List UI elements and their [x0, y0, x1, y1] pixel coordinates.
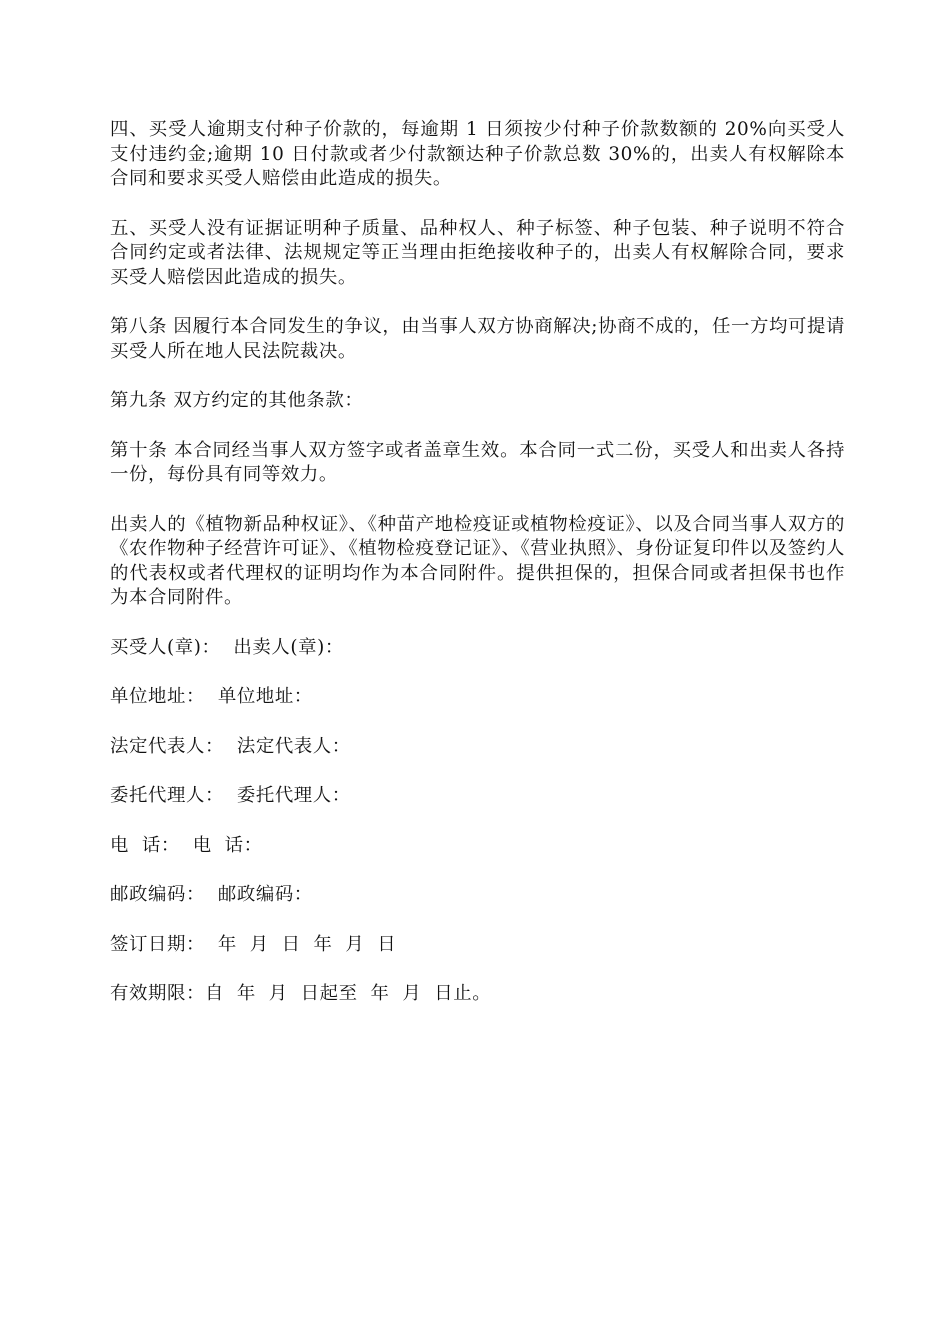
validity-period-line: 有效期限：自 年 月 日起至 年 月 日止。 — [110, 983, 492, 1004]
address-line: 单位地址： 单位地址： — [110, 686, 313, 707]
article-10-effectiveness: 第十条 本合同经当事人双方签字或者盖章生效。本合同一式二份，买受人和出卖人各持一份，每份具有同等效力。 — [110, 439, 845, 485]
clause-5-refusal: 五、买受人没有证据证明种子质量、品种权人、种子标签、种子包装、种子说明不符合合同约定或者法律、法规规定等正当理由拒绝接收种子的，出卖人有权解除合同，要求买受人赔偿因此造成的损失。 — [110, 217, 845, 288]
article-8-disputes: 第八条 因履行本合同发生的争议，由当事人双方协商解决;协商不成的，任一方均可提请买受人所在地人民法院裁决。 — [110, 316, 845, 362]
legal-representative-line: 法定代表人： 法定代表人： — [110, 735, 351, 757]
phone-line: 电 话： 电 话： — [110, 834, 263, 856]
article-9-other-terms: 第九条 双方约定的其他条款： — [110, 390, 364, 411]
postal-code-line: 邮政编码： 邮政编码： — [110, 884, 313, 905]
authorized-agent-line: 委托代理人： 委托代理人： — [110, 785, 351, 806]
signing-date-line: 签订日期： 年 月 日 年 月 日 — [110, 933, 397, 955]
clause-4-late-payment: 四、买受人逾期支付种子价款的，每逾期 1 日须按少付种子价款数额的 20%向买受人支付违约金;逾期 10 日付款或者少付款额达种子价款总数 30%的，出卖人有权解除本合同和要求买受人赔偿由此造成的损失。 — [110, 119, 845, 189]
signature-seal-line: 买受人(章)： 出卖人(章)： — [110, 636, 344, 658]
attachments-paragraph: 出卖人的《植物新品种权证》、《种苗产地检疫证或植物检疫证》、以及合同当事人双方的《农作物种子经营许可证》、《植物检疫登记证》、《营业执照》、身份证复印件以及签约人的代表权或者代理权的证明均作为本合同附件。提供担保的，担保合同或者担保书也作为本合同附件。 — [110, 513, 845, 608]
document-page — [110, 118, 845, 1032]
